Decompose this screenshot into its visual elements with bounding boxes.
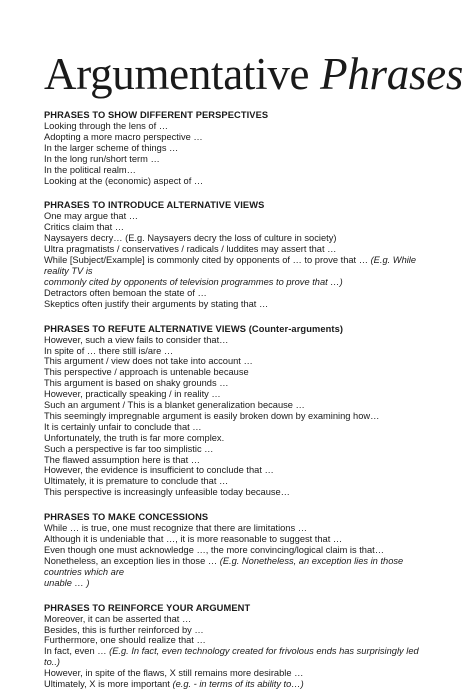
phrase-text: In spite of … there still is/are …: [44, 345, 174, 356]
phrase-text: Such a perspective is far too simplistic …: [44, 443, 214, 454]
phrase-line: [44, 165, 434, 176]
phrase-line: [44, 154, 434, 165]
phrase-text: This argument is based on shaky grounds …: [44, 378, 229, 389]
title-plain: Argumentative: [44, 49, 310, 99]
phrase-text: In the political realm…: [44, 164, 136, 175]
phrase-text: It is certainly unfair to conclude that …: [44, 421, 202, 432]
phrase-text: This perspective is increasingly unfeasible today because…: [44, 487, 290, 498]
phrase-example: commonly cited by opponents of television programmes to prove that …): [44, 276, 343, 287]
phrase-text: Skeptics often justify their arguments by stating that …: [44, 298, 269, 309]
phrase-text: Nonetheless, an exception lies in those …: [44, 555, 220, 566]
phrase-text: Critics claim that …: [44, 222, 125, 233]
phrase-text: Looking through the lens of …: [44, 121, 169, 131]
phrase-line: [44, 277, 434, 288]
phrase-text: In the larger scheme of things …: [44, 142, 179, 153]
phrase-line: [44, 356, 434, 367]
phrase-line: [44, 222, 434, 233]
phrase-text: This seemingly impregnable argument is easily broken down by examining how…: [44, 410, 380, 421]
phrase-line: [44, 487, 434, 498]
phrase-line: [44, 299, 434, 310]
phrase-line: [44, 176, 434, 187]
phrase-text: However, practically speaking / in reality …: [44, 389, 221, 400]
phrase-line: [44, 534, 434, 545]
phrase-section: [44, 200, 434, 309]
section-heading: PHRASES TO MAKE CONCESSIONS: [44, 512, 209, 523]
phrase-text: Besides, this is further reinforced by …: [44, 624, 204, 635]
phrase-text: One may argue that …: [44, 211, 139, 222]
phrase-text: While … is true, one must recognize that there are limitations …: [44, 523, 308, 534]
section-heading: PHRASES TO INTRODUCE ALTERNATIVE VIEWS: [44, 200, 265, 211]
phrase-sections: [44, 110, 434, 690]
phrase-text: Adopting a more macro perspective …: [44, 131, 203, 142]
phrase-text: While [Subject/Example] is commonly cited by opponents of … to prove that …: [44, 255, 371, 266]
phrase-line: [44, 288, 434, 299]
phrase-text: However, in spite of the flaws, X still remains more desirable …: [44, 668, 304, 679]
phrase-line: [44, 635, 434, 646]
phrase-line: [44, 646, 434, 668]
phrase-example: unable … ): [44, 577, 90, 588]
phrase-text: In fact, even …: [44, 646, 110, 657]
phrase-section: [44, 603, 434, 690]
phrase-example: (E.g. Nonetheless, an exception lies in those countries which are: [44, 555, 404, 577]
phrase-line: [44, 523, 434, 534]
phrase-example: (E.g. While reality TV is: [44, 255, 417, 276]
section-heading: PHRASES TO SHOW DIFFERENT PERSPECTIVES: [44, 110, 269, 120]
phrase-line: [44, 433, 434, 444]
phrase-line: [44, 335, 434, 346]
phrase-section: [44, 110, 434, 186]
phrase-text: Naysayers decry… (E.g. Naysayers decry the loss of culture in society): [44, 233, 337, 244]
phrase-section: [44, 324, 434, 499]
phrase-text: Moreover, it can be asserted that …: [44, 613, 192, 624]
phrase-line: [44, 422, 434, 433]
phrase-text: Looking at the (economic) aspect of …: [44, 175, 204, 186]
phrase-text: However, the evidence is insufficient to conclude that …: [44, 465, 274, 476]
phrase-line: [44, 556, 434, 578]
phrase-line: [44, 121, 434, 132]
phrase-line: [44, 132, 434, 143]
phrase-text: The flawed assumption here is that …: [44, 454, 201, 465]
phrase-line: [44, 378, 434, 389]
phrase-line: [44, 346, 434, 357]
phrase-line: [44, 614, 434, 625]
phrase-line: [44, 679, 434, 690]
phrase-text: Such an argument / This is a blanket generalization because …: [44, 400, 305, 411]
phrase-line: [44, 143, 434, 154]
phrase-line: [44, 389, 434, 400]
phrase-line: [44, 244, 434, 255]
phrase-line: [44, 455, 434, 466]
phrase-line: [44, 255, 434, 277]
phrase-section: [44, 512, 434, 588]
phrase-line: [44, 625, 434, 636]
title-italic: Phrases: [320, 49, 464, 99]
section-heading: PHRASES TO REFUTE ALTERNATIVE VIEWS (Counter-arguments): [44, 323, 344, 334]
phrase-line: [44, 211, 434, 222]
phrase-text: However, such a view fails to consider that…: [44, 334, 229, 345]
phrase-text: Unfortunately, the truth is far more complex.: [44, 432, 225, 443]
phrase-line: [44, 578, 434, 589]
phrase-line: [44, 411, 434, 422]
phrase-text: This argument / view does not take into account …: [44, 356, 253, 367]
phrase-line: [44, 545, 434, 556]
phrase-line: [44, 444, 434, 455]
phrase-example: (e.g. - in terms of its ability to…): [172, 679, 304, 690]
phrase-text: Even though one must acknowledge …, the more convincing/logical claim is that…: [44, 545, 385, 555]
phrase-line: [44, 400, 434, 411]
phrase-text: Ultimately, X is more important: [44, 679, 173, 690]
page-title: [44, 0, 464, 99]
section-heading: PHRASES TO REINFORCE YOUR ARGUMENT: [44, 602, 251, 613]
phrase-line: [44, 233, 434, 244]
phrase-text: Although it is undeniable that …, it is more reasonable to suggest that …: [44, 534, 343, 545]
phrase-line: [44, 367, 434, 378]
phrase-text: This perspective / approach is untenable because: [44, 367, 249, 378]
phrase-example: (E.g. In fact, even technology created for frivolous ends has surprisingly led to..): [44, 646, 419, 668]
phrase-text: In the long run/short term …: [44, 153, 160, 164]
phrase-line: [44, 465, 434, 476]
phrase-text: Detractors often bemoan the state of …: [44, 287, 207, 298]
phrase-text: Ultimately, it is premature to conclude that …: [44, 476, 229, 487]
phrase-text: Furthermore, one should realize that …: [44, 635, 206, 646]
phrase-text: Ultra pragmatists / conservatives / radicals / luddites may assert that …: [44, 244, 337, 255]
phrase-line: [44, 476, 434, 487]
